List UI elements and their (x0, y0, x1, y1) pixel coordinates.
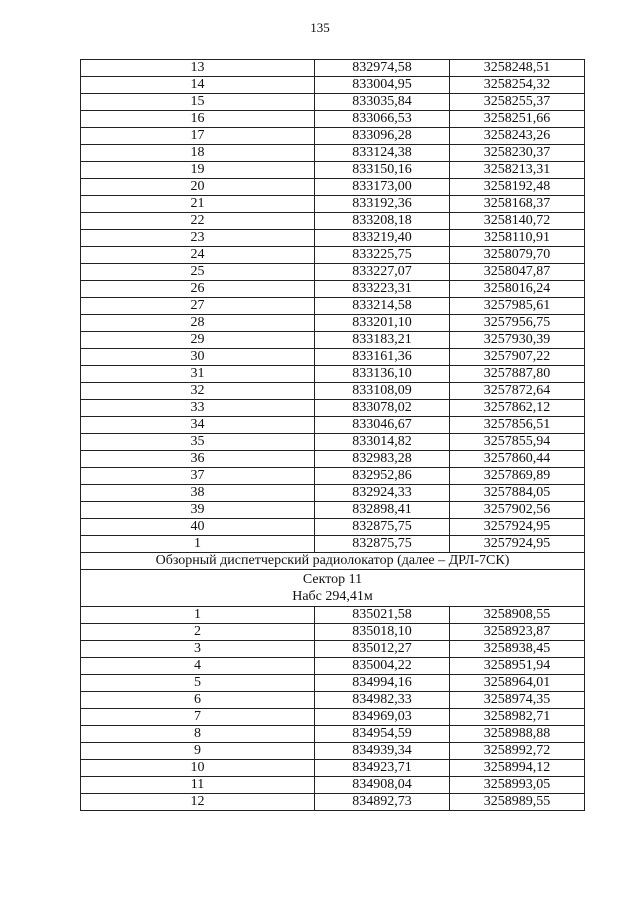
x-coordinate-cell: 833108,09 (315, 383, 450, 400)
point-number-cell: 28 (81, 315, 315, 332)
y-coordinate-cell: 3258908,55 (450, 607, 585, 624)
table-row (81, 760, 585, 777)
x-coordinate-cell: 834969,03 (315, 709, 450, 726)
point-number-cell: 19 (81, 162, 315, 179)
table-row (81, 777, 585, 794)
point-number-cell: 13 (81, 60, 315, 77)
x-coordinate-cell: 834892,73 (315, 794, 450, 811)
point-number-cell: 5 (81, 675, 315, 692)
table-row (81, 468, 585, 485)
y-coordinate-cell: 3258982,71 (450, 709, 585, 726)
x-coordinate-cell: 835012,27 (315, 641, 450, 658)
point-number-cell: 21 (81, 196, 315, 213)
y-coordinate-cell: 3257887,80 (450, 366, 585, 383)
point-number-cell: 40 (81, 519, 315, 536)
x-coordinate-cell: 832983,28 (315, 451, 450, 468)
point-number-cell: 1 (81, 607, 315, 624)
table-body-lower (81, 607, 585, 811)
table-row (81, 213, 585, 230)
point-number-cell: 27 (81, 298, 315, 315)
sector-height: Набс 294,41м (292, 589, 373, 604)
table-row (81, 264, 585, 281)
point-number-cell: 10 (81, 760, 315, 777)
x-coordinate-cell: 833096,28 (315, 128, 450, 145)
x-coordinate-cell: 833201,10 (315, 315, 450, 332)
y-coordinate-cell: 3258994,12 (450, 760, 585, 777)
y-coordinate-cell: 3258016,24 (450, 281, 585, 298)
table-row (81, 128, 585, 145)
table-row (81, 624, 585, 641)
x-coordinate-cell: 833035,84 (315, 94, 450, 111)
y-coordinate-cell: 3257907,22 (450, 349, 585, 366)
y-coordinate-cell: 3258951,94 (450, 658, 585, 675)
table-row (81, 94, 585, 111)
x-coordinate-cell: 833214,58 (315, 298, 450, 315)
point-number-cell: 33 (81, 400, 315, 417)
table-row (81, 332, 585, 349)
x-coordinate-cell: 835004,22 (315, 658, 450, 675)
y-coordinate-cell: 3258248,51 (450, 60, 585, 77)
x-coordinate-cell: 834908,04 (315, 777, 450, 794)
y-coordinate-cell: 3258230,37 (450, 145, 585, 162)
point-number-cell: 31 (81, 366, 315, 383)
point-number-cell: 14 (81, 77, 315, 94)
y-coordinate-cell: 3257872,64 (450, 383, 585, 400)
x-coordinate-cell: 833208,18 (315, 213, 450, 230)
table-row (81, 658, 585, 675)
point-number-cell: 3 (81, 641, 315, 658)
point-number-cell: 39 (81, 502, 315, 519)
point-number-cell: 23 (81, 230, 315, 247)
table-row (81, 536, 585, 553)
table-row (81, 383, 585, 400)
point-number-cell: 25 (81, 264, 315, 281)
y-coordinate-cell: 3258254,32 (450, 77, 585, 94)
table-row (81, 196, 585, 213)
x-coordinate-cell: 833150,16 (315, 162, 450, 179)
table-row (81, 247, 585, 264)
y-coordinate-cell: 3257856,51 (450, 417, 585, 434)
table-row (81, 726, 585, 743)
point-number-cell: 2 (81, 624, 315, 641)
y-coordinate-cell: 3257924,95 (450, 519, 585, 536)
y-coordinate-cell: 3258213,31 (450, 162, 585, 179)
x-coordinate-cell: 833004,95 (315, 77, 450, 94)
point-number-cell: 24 (81, 247, 315, 264)
y-coordinate-cell: 3258974,35 (450, 692, 585, 709)
table-row (81, 692, 585, 709)
section-title: Обзорный диспетчерский радиолокатор (далее – ДРЛ-7СК) (81, 553, 585, 570)
x-coordinate-cell: 834923,71 (315, 760, 450, 777)
y-coordinate-cell: 3258255,37 (450, 94, 585, 111)
y-coordinate-cell: 3257924,95 (450, 536, 585, 553)
y-coordinate-cell: 3258992,72 (450, 743, 585, 760)
point-number-cell: 18 (81, 145, 315, 162)
point-number-cell: 15 (81, 94, 315, 111)
point-number-cell: 9 (81, 743, 315, 760)
point-number-cell: 8 (81, 726, 315, 743)
table-row (81, 77, 585, 94)
point-number-cell: 34 (81, 417, 315, 434)
x-coordinate-cell: 832875,75 (315, 536, 450, 553)
y-coordinate-cell: 3258192,48 (450, 179, 585, 196)
y-coordinate-cell: 3258079,70 (450, 247, 585, 264)
y-coordinate-cell: 3258923,87 (450, 624, 585, 641)
sector-row (81, 570, 585, 607)
point-number-cell: 26 (81, 281, 315, 298)
x-coordinate-cell: 834994,16 (315, 675, 450, 692)
point-number-cell: 1 (81, 536, 315, 553)
x-coordinate-cell: 833066,53 (315, 111, 450, 128)
x-coordinate-cell: 835018,10 (315, 624, 450, 641)
section-header (81, 553, 585, 607)
table-row (81, 230, 585, 247)
y-coordinate-cell: 3258047,87 (450, 264, 585, 281)
section-title-row (81, 553, 585, 570)
table-row (81, 60, 585, 77)
y-coordinate-cell: 3257862,12 (450, 400, 585, 417)
y-coordinate-cell: 3257956,75 (450, 315, 585, 332)
table-row (81, 502, 585, 519)
x-coordinate-cell: 833078,02 (315, 400, 450, 417)
table-row (81, 709, 585, 726)
x-coordinate-cell: 833173,00 (315, 179, 450, 196)
table-body-upper (81, 60, 585, 553)
point-number-cell: 17 (81, 128, 315, 145)
table-row (81, 417, 585, 434)
x-coordinate-cell: 833136,10 (315, 366, 450, 383)
table-row (81, 451, 585, 468)
point-number-cell: 38 (81, 485, 315, 502)
point-number-cell: 30 (81, 349, 315, 366)
x-coordinate-cell: 832898,41 (315, 502, 450, 519)
point-number-cell: 37 (81, 468, 315, 485)
y-coordinate-cell: 3258964,01 (450, 675, 585, 692)
y-coordinate-cell: 3257855,94 (450, 434, 585, 451)
x-coordinate-cell: 833124,38 (315, 145, 450, 162)
x-coordinate-cell: 833192,36 (315, 196, 450, 213)
table-row (81, 485, 585, 502)
table-row (81, 281, 585, 298)
table-row (81, 111, 585, 128)
x-coordinate-cell: 833223,31 (315, 281, 450, 298)
point-number-cell: 35 (81, 434, 315, 451)
table-row (81, 298, 585, 315)
x-coordinate-cell: 833046,67 (315, 417, 450, 434)
point-number-cell: 20 (81, 179, 315, 196)
point-number-cell: 36 (81, 451, 315, 468)
y-coordinate-cell: 3258988,88 (450, 726, 585, 743)
table-row (81, 349, 585, 366)
x-coordinate-cell: 833219,40 (315, 230, 450, 247)
y-coordinate-cell: 3258110,91 (450, 230, 585, 247)
point-number-cell: 16 (81, 111, 315, 128)
table-row (81, 607, 585, 624)
table-row (81, 519, 585, 536)
point-number-cell: 7 (81, 709, 315, 726)
sector-name: Сектор 11 (302, 572, 363, 587)
x-coordinate-cell: 832952,86 (315, 468, 450, 485)
sector-cell (81, 570, 585, 607)
x-coordinate-cell: 832924,33 (315, 485, 450, 502)
table-row (81, 400, 585, 417)
y-coordinate-cell: 3258243,26 (450, 128, 585, 145)
point-number-cell: 6 (81, 692, 315, 709)
point-number-cell: 12 (81, 794, 315, 811)
x-coordinate-cell: 832875,75 (315, 519, 450, 536)
y-coordinate-cell: 3257902,56 (450, 502, 585, 519)
point-number-cell: 29 (81, 332, 315, 349)
y-coordinate-cell: 3257985,61 (450, 298, 585, 315)
page-number: 135 (310, 20, 330, 35)
y-coordinate-cell: 3257860,44 (450, 451, 585, 468)
point-number-cell: 32 (81, 383, 315, 400)
table-row (81, 162, 585, 179)
x-coordinate-cell: 835021,58 (315, 607, 450, 624)
table-row (81, 641, 585, 658)
y-coordinate-cell: 3257930,39 (450, 332, 585, 349)
y-coordinate-cell: 3257869,89 (450, 468, 585, 485)
point-number-cell: 22 (81, 213, 315, 230)
point-number-cell: 11 (81, 777, 315, 794)
coordinates-table (80, 59, 585, 811)
table-row (81, 434, 585, 451)
x-coordinate-cell: 833183,21 (315, 332, 450, 349)
y-coordinate-cell: 3258168,37 (450, 196, 585, 213)
x-coordinate-cell: 833227,07 (315, 264, 450, 281)
table-row (81, 675, 585, 692)
y-coordinate-cell: 3258251,66 (450, 111, 585, 128)
x-coordinate-cell: 833014,82 (315, 434, 450, 451)
table-row (81, 179, 585, 196)
table-row (81, 145, 585, 162)
table-row (81, 315, 585, 332)
y-coordinate-cell: 3258993,05 (450, 777, 585, 794)
x-coordinate-cell: 832974,58 (315, 60, 450, 77)
table-row (81, 794, 585, 811)
table-row (81, 366, 585, 383)
x-coordinate-cell: 833225,75 (315, 247, 450, 264)
y-coordinate-cell: 3258989,55 (450, 794, 585, 811)
x-coordinate-cell: 834954,59 (315, 726, 450, 743)
y-coordinate-cell: 3258938,45 (450, 641, 585, 658)
x-coordinate-cell: 834982,33 (315, 692, 450, 709)
x-coordinate-cell: 833161,36 (315, 349, 450, 366)
point-number-cell: 4 (81, 658, 315, 675)
x-coordinate-cell: 834939,34 (315, 743, 450, 760)
y-coordinate-cell: 3257884,05 (450, 485, 585, 502)
y-coordinate-cell: 3258140,72 (450, 213, 585, 230)
table-row (81, 743, 585, 760)
